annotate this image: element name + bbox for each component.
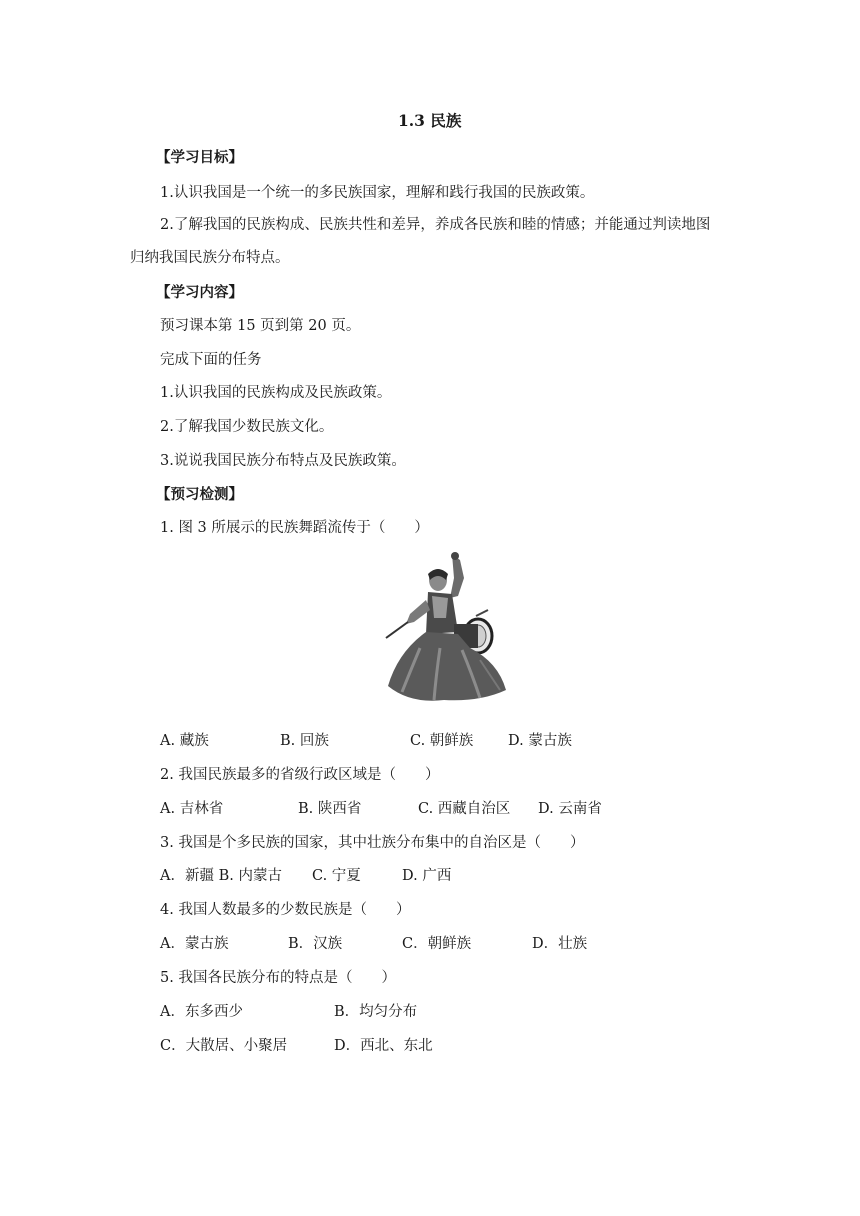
question-2-option-c: C. 西藏自治区 xyxy=(418,801,511,817)
goal-2-line-1: 2.了解我国的民族构成、民族共性和差异，养成各民族和睦的情感；并能通过判读地图 xyxy=(160,217,711,233)
question-3-option-c: C. 宁夏 xyxy=(312,868,361,884)
question-2-option-d: D. 云南省 xyxy=(538,801,602,817)
question-3-option-d: D. 广西 xyxy=(402,868,452,884)
question-4-option-a: A．蒙古族 xyxy=(160,936,229,952)
question-5-option-b: B．均匀分布 xyxy=(334,1004,418,1020)
question-2-option-a: A. 吉林省 xyxy=(160,801,224,817)
goal-2-line-2: 归纳我国民族分布特点。 xyxy=(130,250,290,266)
content-5: 3.说说我国民族分布特点及民族政策。 xyxy=(160,453,406,469)
question-1-option-c: C. 朝鲜族 xyxy=(410,733,474,749)
question-1-option-d: D. 蒙古族 xyxy=(508,733,572,749)
question-1-option-b: B. 回族 xyxy=(280,733,329,749)
content-3: 1.认识我国的民族构成及民族政策。 xyxy=(160,385,392,401)
question-4-stem: 4. 我国人数最多的少数民族是（ ） xyxy=(160,902,411,918)
question-4-option-c: C．朝鲜族 xyxy=(402,936,472,952)
content-1: 预习课本第 15 页到第 20 页。 xyxy=(160,318,361,334)
question-4-option-b: B．汉族 xyxy=(288,936,343,952)
content-4: 2.了解我国少数民族文化。 xyxy=(160,419,334,435)
page-title: 1.3 民族 xyxy=(398,111,462,130)
question-2-stem: 2. 我国民族最多的省级行政区域是（ ） xyxy=(160,767,440,783)
question-5-option-d: D．西北、东北 xyxy=(334,1038,433,1054)
question-2-option-b: B. 陕西省 xyxy=(298,801,362,817)
question-4-option-d: D．壮族 xyxy=(532,936,588,952)
question-5-stem: 5. 我国各民族分布的特点是（ ） xyxy=(160,970,396,986)
content-2: 完成下面的任务 xyxy=(160,352,262,368)
question-3-stem: 3. 我国是个多民族的国家，其中壮族分布集中的自治区是（ ） xyxy=(160,835,585,851)
section-header-goals: 【学习目标】 xyxy=(156,149,243,166)
question-5-option-c: C．大散居、小聚居 xyxy=(160,1038,288,1054)
question-1-option-a: A. 藏族 xyxy=(160,733,209,749)
question-3-option-ab: A．新疆 B. 内蒙古 xyxy=(160,868,282,884)
goal-1: 1.认识我国是一个统一的多民族国家，理解和践行我国的民族政策。 xyxy=(160,185,595,201)
dancer-with-drum-photo xyxy=(380,552,510,710)
dancer-figure-svg xyxy=(380,552,510,710)
question-1-stem: 1. 图 3 所展示的民族舞蹈流传于（ ） xyxy=(160,520,429,536)
section-header-content: 【学习内容】 xyxy=(156,284,243,301)
section-header-check: 【预习检测】 xyxy=(156,486,243,503)
question-5-option-a: A．东多西少 xyxy=(160,1004,243,1020)
